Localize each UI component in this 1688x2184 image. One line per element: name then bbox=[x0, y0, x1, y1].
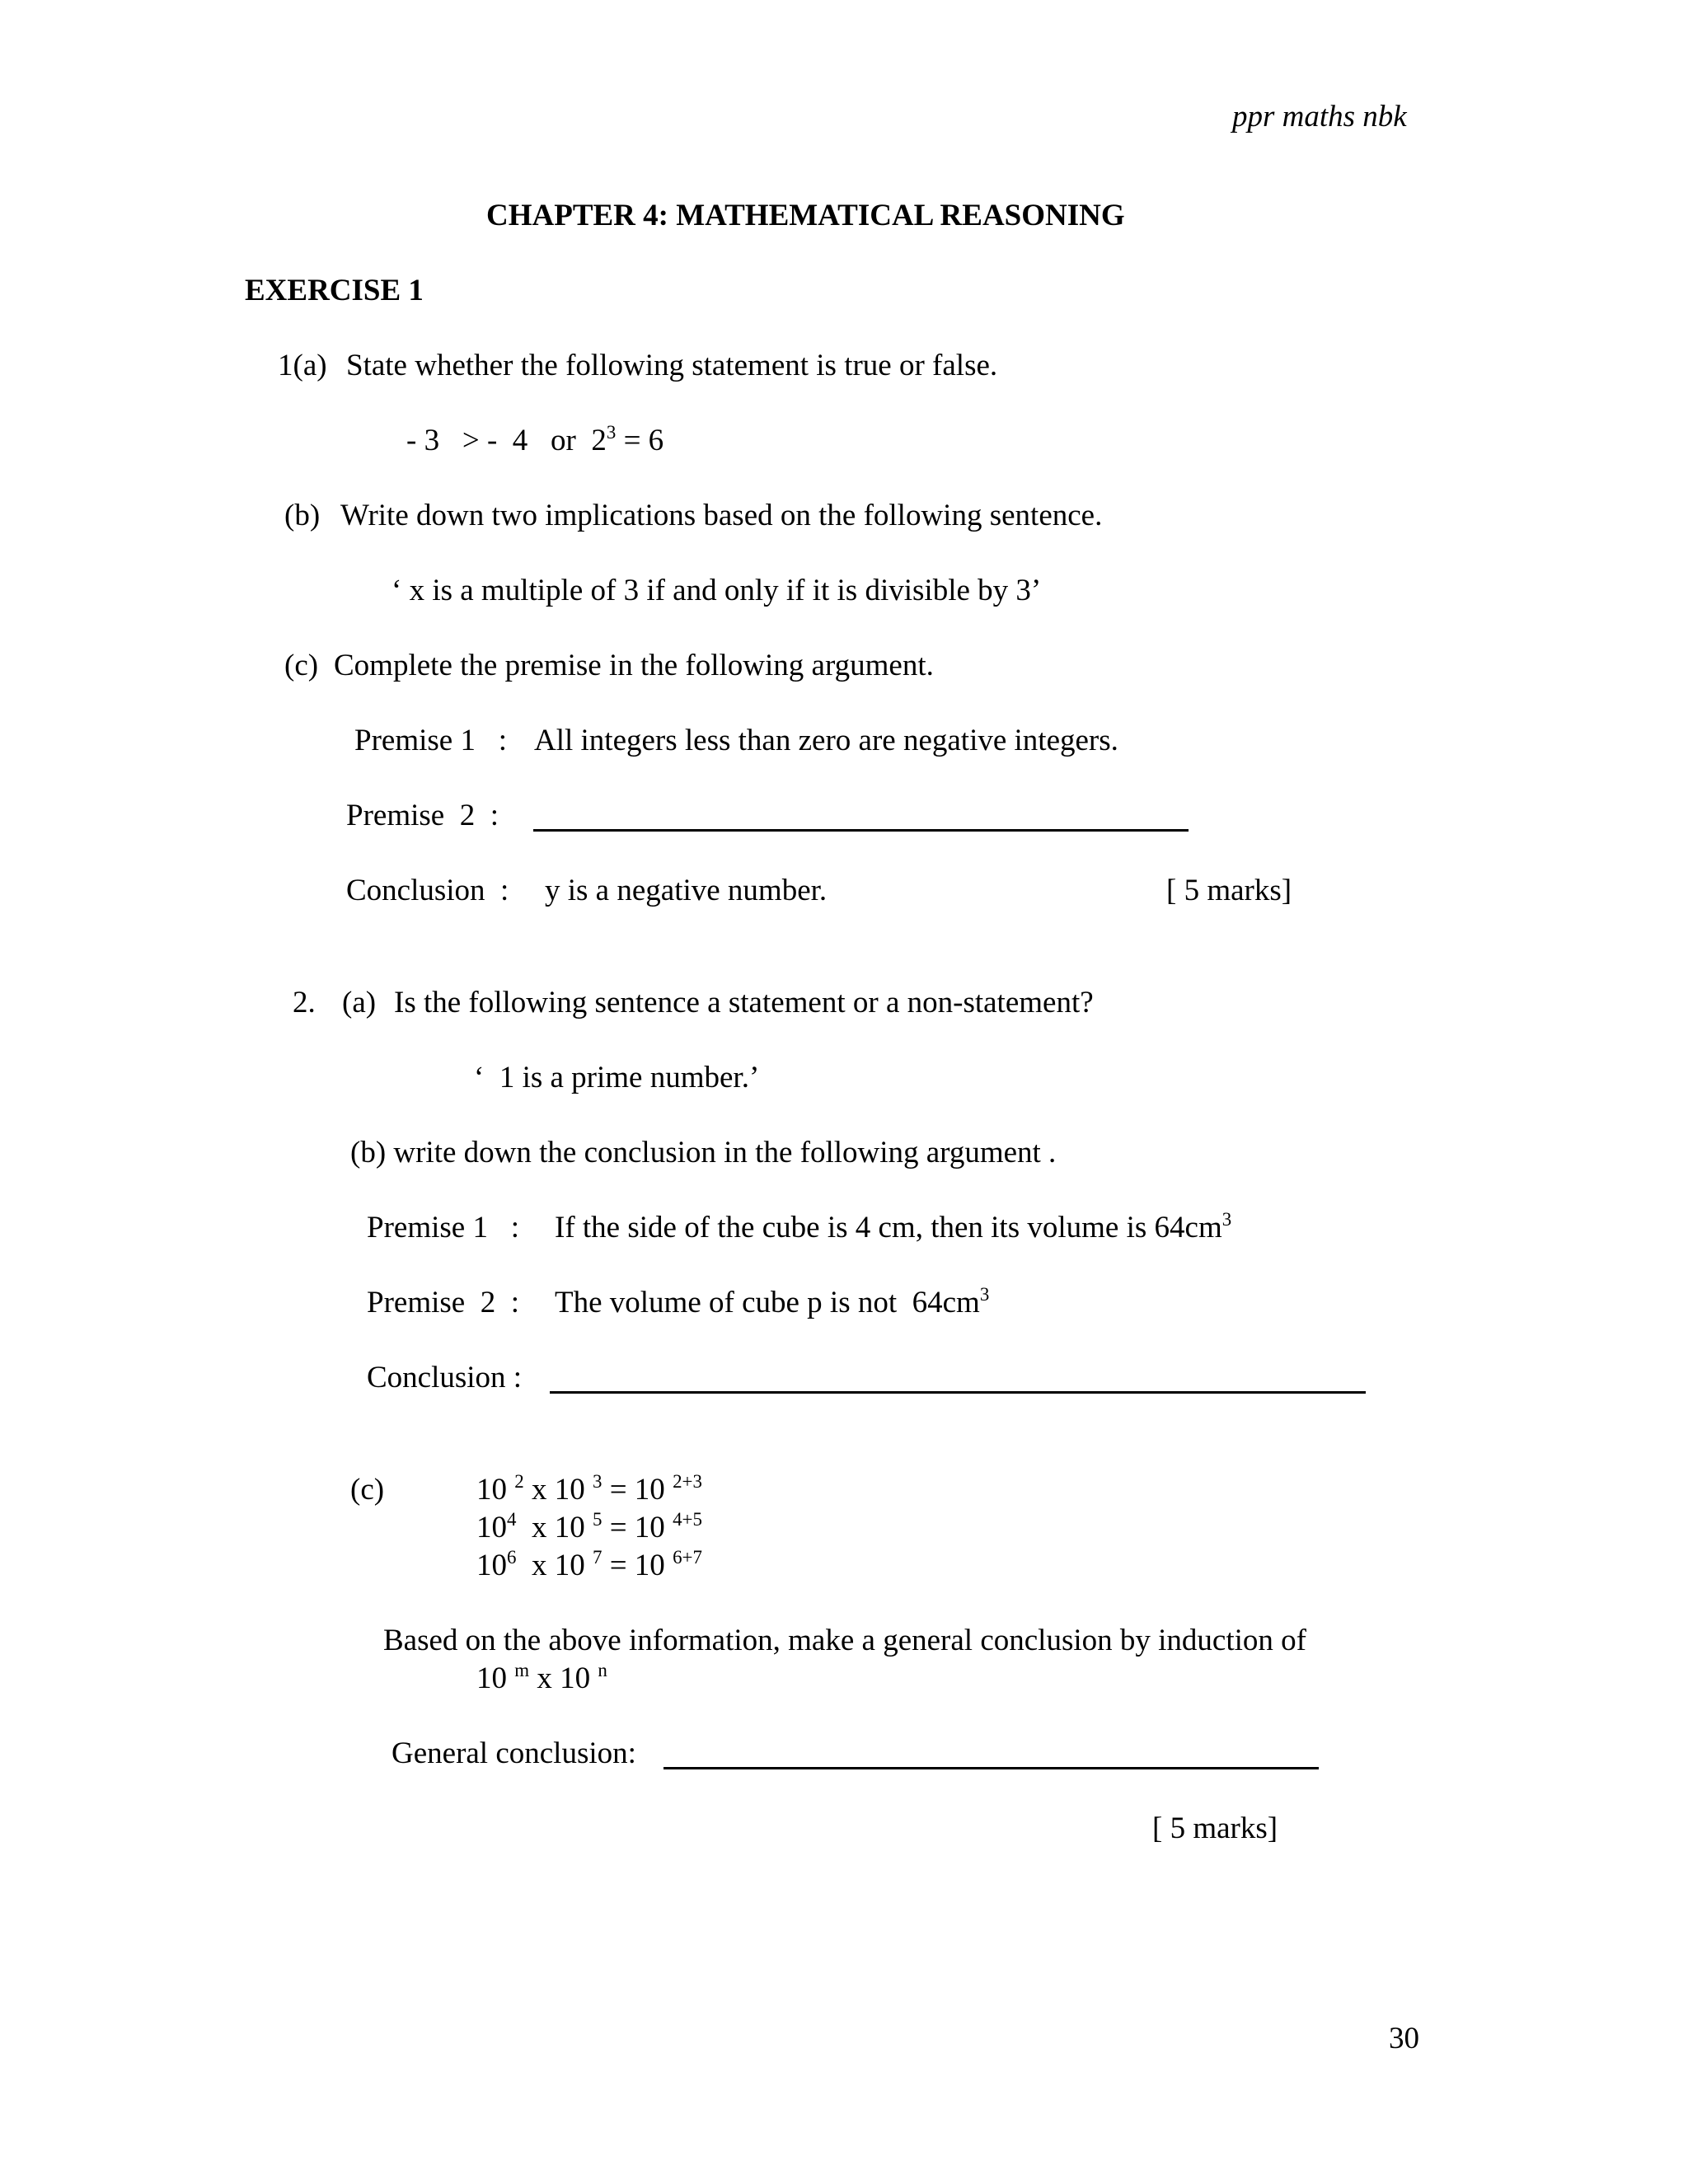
q1-conclusion-text: y is a negative number. bbox=[545, 874, 828, 907]
q1-marks: [ 5 marks] bbox=[1166, 874, 1292, 907]
q2-marks: [ 5 marks] bbox=[1152, 1811, 1278, 1845]
q1-premise1-text: All integers less than zero are negative integers. bbox=[534, 724, 1118, 757]
q1b-label: (b) bbox=[284, 499, 321, 532]
q2-conclusion-answer-blank bbox=[550, 1391, 1366, 1394]
q1-premise2-answer-blank bbox=[533, 829, 1189, 832]
q2b-text: (b) write down the conclusion in the following argument . bbox=[350, 1136, 1057, 1169]
q1a-text: State whether the following statement is true or false. bbox=[346, 349, 998, 382]
q1a-expression: - 3 > - 4 or $2^3 = 6$ bbox=[406, 421, 664, 457]
chapter-title: CHAPTER 4: MATHEMATICAL REASONING bbox=[486, 199, 1125, 232]
page-number: 30 bbox=[1389, 2022, 1419, 2055]
q1a-label: 1(a) bbox=[278, 349, 327, 382]
q2-premise1-label: Premise 1 : bbox=[367, 1211, 519, 1244]
q1c-label: (c) bbox=[284, 649, 319, 682]
q1b-text: Write down two implications based on the following sentence. bbox=[340, 499, 1103, 532]
q1-premise2-label: Premise 2 : bbox=[346, 799, 499, 832]
q1-premise1-label: Premise 1 : bbox=[354, 724, 507, 757]
q2c-equation-2: $10^4$ x 10 $^5$ = 10 $^{4+5}$ bbox=[476, 1508, 702, 1544]
q2c-label: (c) bbox=[350, 1473, 385, 1507]
q2c-induction-text: Based on the above information, make a general conclusion by induction of bbox=[383, 1624, 1306, 1657]
q2a-label: (a) bbox=[342, 986, 377, 1019]
q2-number: 2. bbox=[293, 986, 316, 1019]
q2c-induction-expression: 10 $^m$ x 10 $^n$ bbox=[476, 1659, 607, 1695]
exercise-title: EXERCISE 1 bbox=[245, 274, 424, 307]
q2-general-conclusion-answer-blank bbox=[663, 1767, 1319, 1769]
q1b-quote: ‘ x is a multiple of 3 if and only if it is divisible by 3’ bbox=[392, 574, 1042, 607]
q1c-text: Complete the premise in the following argument. bbox=[334, 649, 934, 682]
q2-premise1-text: If the side of the cube is 4 cm, then its volume is $64cm^3$ bbox=[555, 1208, 1232, 1244]
q2-premise2-label: Premise 2 : bbox=[367, 1286, 519, 1319]
q2-conclusion-label: Conclusion : bbox=[367, 1361, 523, 1394]
q2-premise2-text: The volume of cube p is not $64cm^3$ bbox=[555, 1283, 990, 1319]
q2a-text: Is the following sentence a statement or a non-statement? bbox=[394, 986, 1094, 1019]
running-header: ppr maths nbk bbox=[1232, 100, 1407, 134]
q2c-equation-1: 10 $^2$ x 10 $^3$ = 10 $^{2+3}$ bbox=[476, 1470, 702, 1507]
q1-conclusion-label: Conclusion : bbox=[346, 874, 509, 907]
q2-general-conclusion-label: General conclusion: bbox=[392, 1736, 636, 1770]
q2a-quote: ‘ 1 is a prime number.’ bbox=[474, 1061, 760, 1094]
q2c-equation-3: $10^6$ x 10 $^7$ = 10 $^{6+7}$ bbox=[476, 1546, 702, 1582]
